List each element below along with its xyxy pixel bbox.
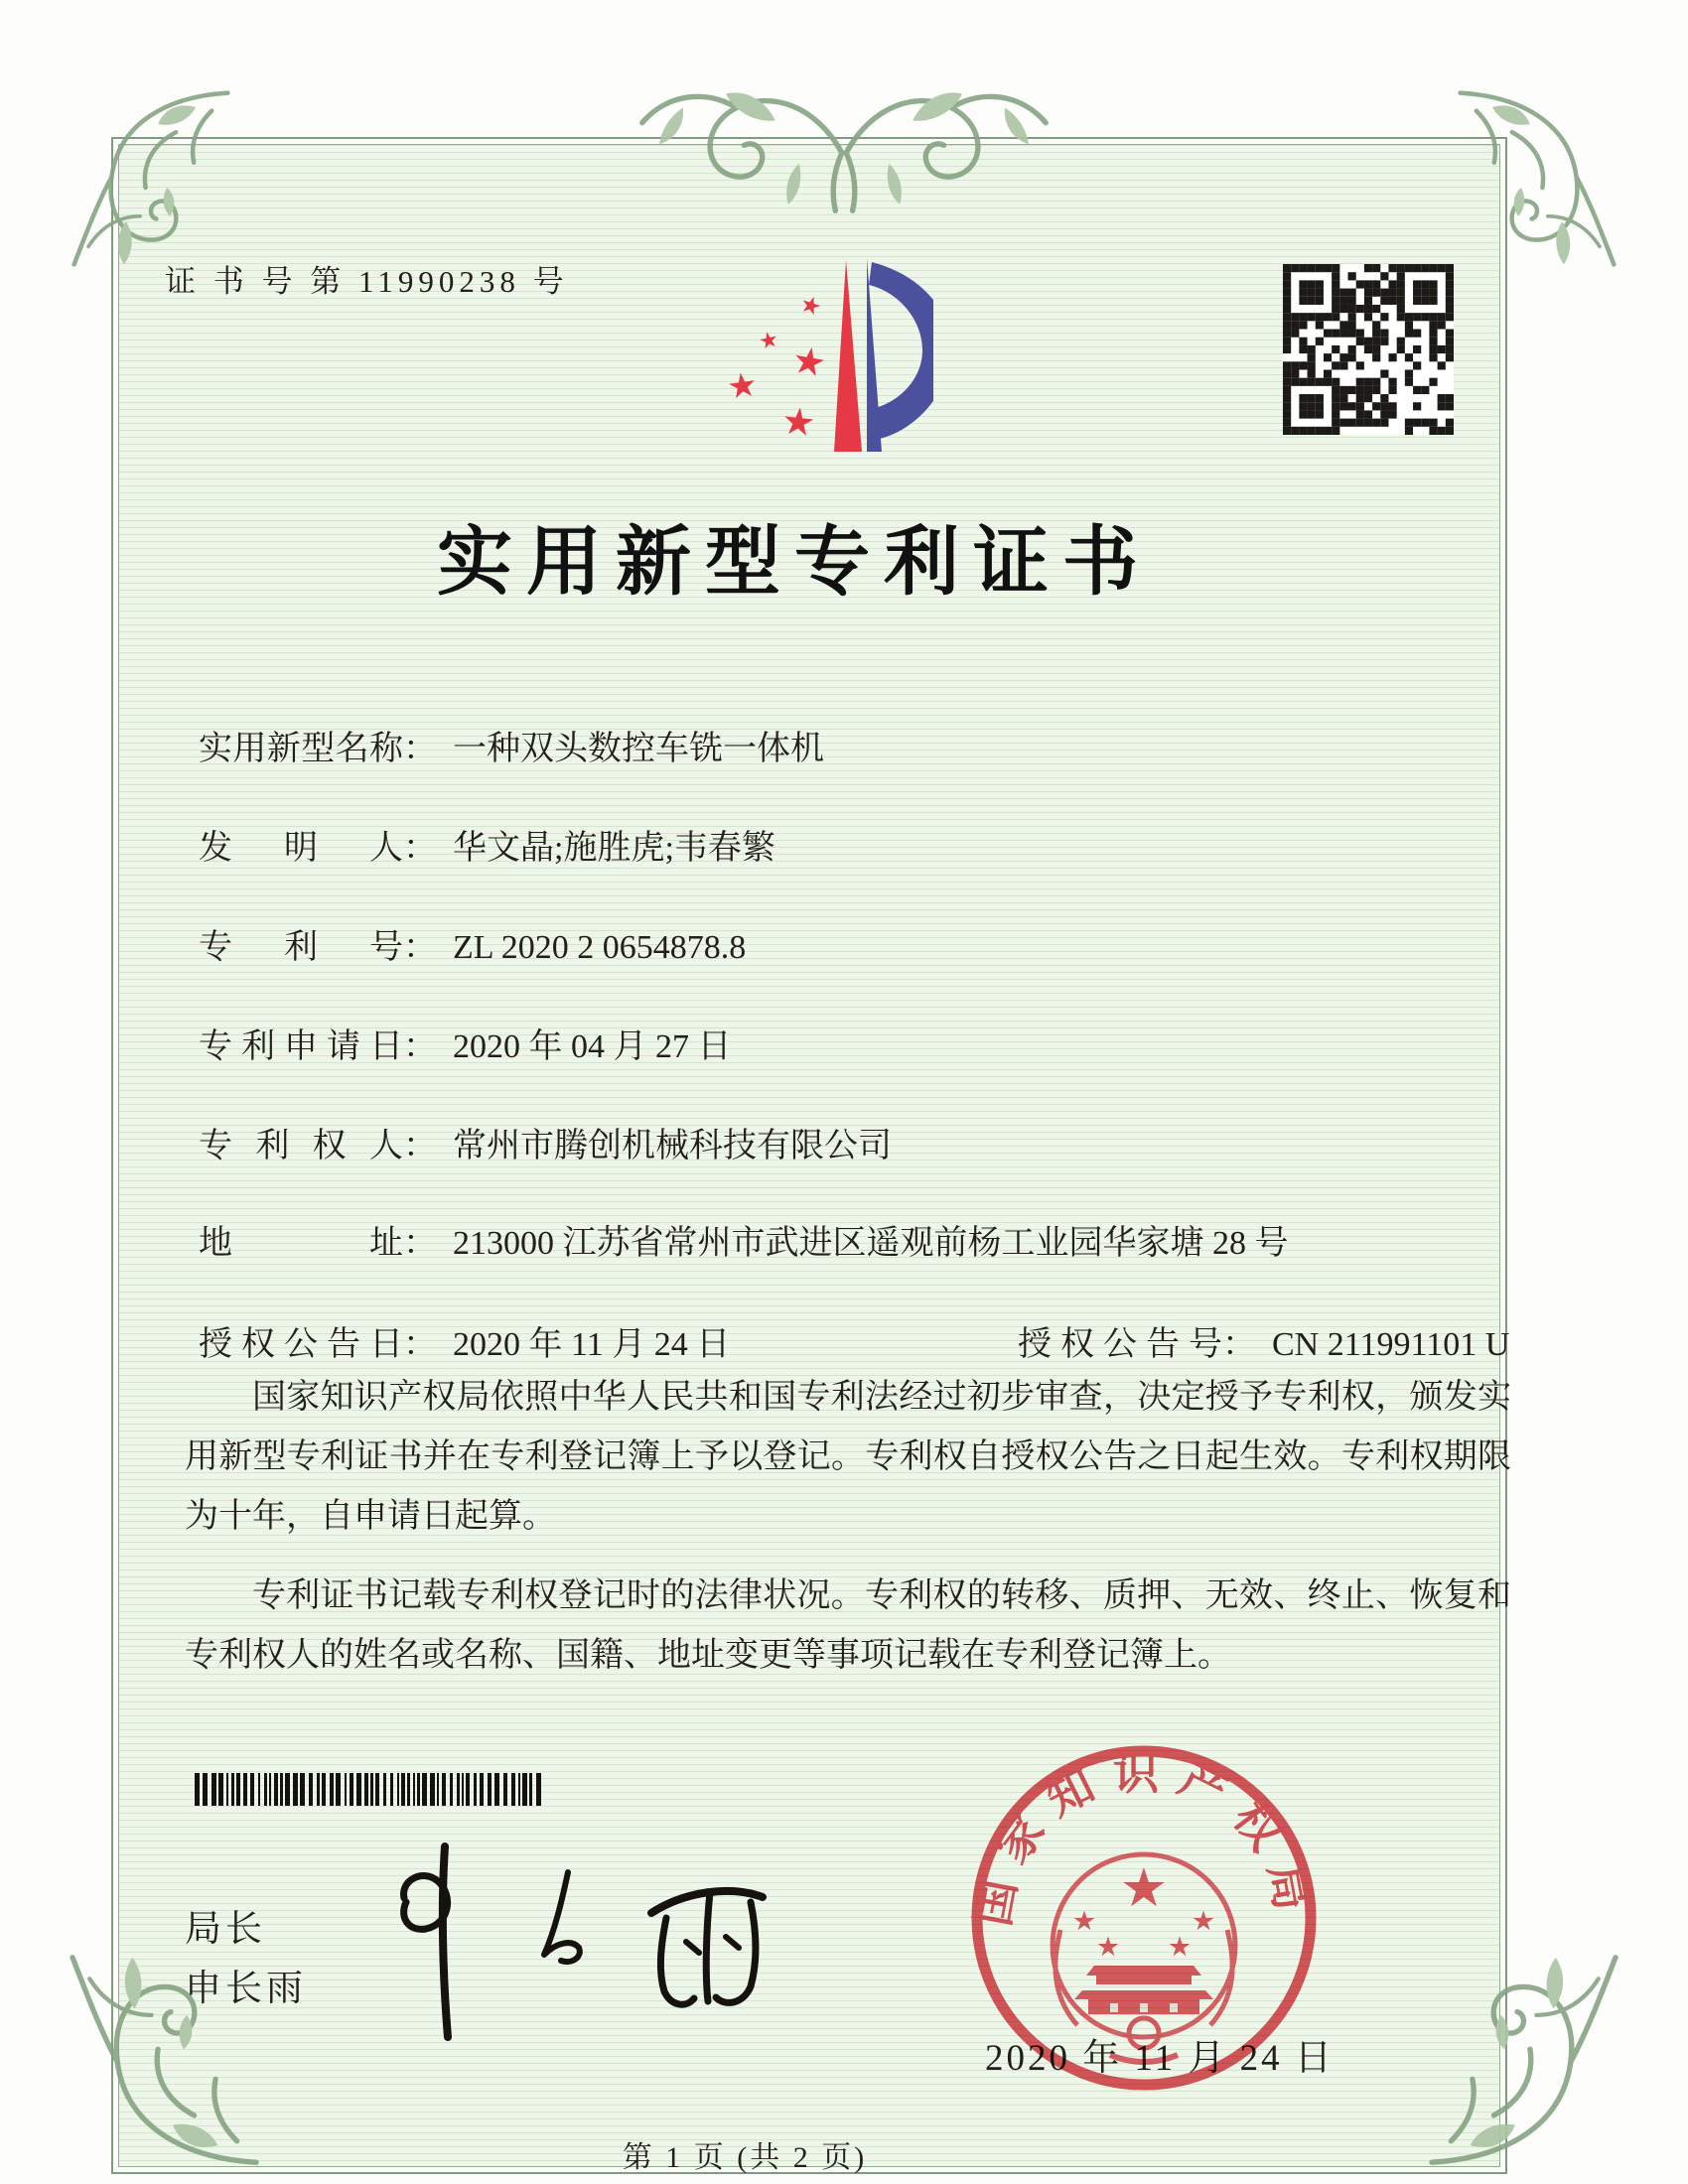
svg-text:★: ★ [1191, 1906, 1216, 1937]
corner-flourish-icon [1448, 79, 1626, 278]
svg-text:★: ★ [779, 398, 818, 446]
page-number: 第 1 页 (共 2 页) [622, 2141, 868, 2174]
field-value: 2020 年 11 月 24 日 [453, 1326, 731, 1363]
seal-ring-text: 国家知识产权局 [967, 1747, 1321, 1930]
field-colon: ： [403, 929, 437, 966]
corner-flourish-icon [1417, 1942, 1630, 2178]
field-value: CN 211991101 U [1272, 1326, 1510, 1363]
official-seal [961, 1735, 1327, 2101]
field-value: 213000 江苏省常州市武进区遥观前杨工业园华家塘 28 号 [453, 1225, 1289, 1262]
field-row-name [199, 721, 824, 769]
field-label: 实用新型名称 [199, 731, 403, 767]
field-value: 常州市腾创机械科技有限公司 [453, 1128, 892, 1164]
qr-code [1283, 264, 1454, 435]
svg-text:★: ★ [1071, 1906, 1097, 1937]
field-colon: ： [403, 1225, 437, 1262]
legal-paragraph-2: 专利证书记载专利权登记时的法律状况。专利权的转移、质押、无效、终止、恢复和专利权人的姓名或名称、国籍、地址变更等事项记载在专利登记簿上。 [185, 1577, 1511, 1674]
seal-date: 2020 年 11 月 24 日 [985, 2038, 1335, 2079]
field-gazette-number [1018, 1316, 1509, 1365]
field-row-grant [199, 1316, 1510, 1365]
field-label: 地址 [199, 1225, 403, 1262]
field-colon: ： [403, 1326, 437, 1363]
field-label: 专利权人 [199, 1128, 403, 1164]
field-label: 专利申请日 [199, 1028, 403, 1065]
field-colon: ： [1222, 1326, 1256, 1363]
svg-text:★: ★ [724, 364, 761, 408]
field-value: 华文晶;施胜虎;韦春繁 [453, 830, 775, 867]
field-label: 专利号 [199, 929, 403, 966]
svg-text:★: ★ [796, 289, 826, 323]
svg-text:★: ★ [757, 327, 781, 355]
seal-national-emblem-icon [1053, 1854, 1235, 2062]
field-value: ZL 2020 2 0654878.8 [453, 929, 747, 966]
svg-text:★: ★ [1095, 1932, 1121, 1963]
commissioner-name: 申长雨 [185, 1968, 307, 2008]
top-center-flourish-icon [619, 60, 1069, 222]
field-colon: ： [403, 731, 437, 767]
svg-text:★: ★ [788, 337, 830, 386]
field-value: 2020 年 04 月 27 日 [453, 1028, 732, 1065]
field-colon: ： [403, 1128, 437, 1164]
commissioner-title: 局长 [185, 1908, 266, 1949]
svg-text:★: ★ [1167, 1932, 1193, 1963]
barcode [195, 1773, 548, 1806]
field-row-inventors [199, 820, 775, 869]
field-label: 授权公告日 [199, 1326, 403, 1363]
field-colon: ： [403, 830, 437, 867]
field-row-filing-date [199, 1019, 732, 1067]
field-row-patent-number [199, 919, 746, 968]
certificate-number: 证 书 号 第 11990238 号 [165, 264, 569, 299]
svg-text:★: ★ [1119, 1856, 1169, 1919]
field-label: 授权公告号 [1018, 1326, 1222, 1363]
cnipa-logo-icon [695, 248, 933, 467]
field-colon: ： [403, 1028, 437, 1065]
field-value: 一种双头数控车铣一体机 [453, 731, 824, 767]
field-row-address [199, 1215, 1289, 1264]
field-row-patentee [199, 1118, 892, 1166]
corner-flourish-icon [62, 79, 240, 278]
page-title: 实用新型专利证书 [437, 521, 1152, 605]
legal-paragraph-1: 国家知识产权局依照中华人民共和国专利法经过初步审查，决定授予专利权，颁发实用新型专利证书并在专利登记簿上予以登记。专利权自授权公告之日起生效。专利权期限为十年，自申请日起算。 [185, 1379, 1511, 1535]
field-label: 发明人 [199, 830, 403, 867]
commissioner-signature [357, 1837, 794, 2050]
